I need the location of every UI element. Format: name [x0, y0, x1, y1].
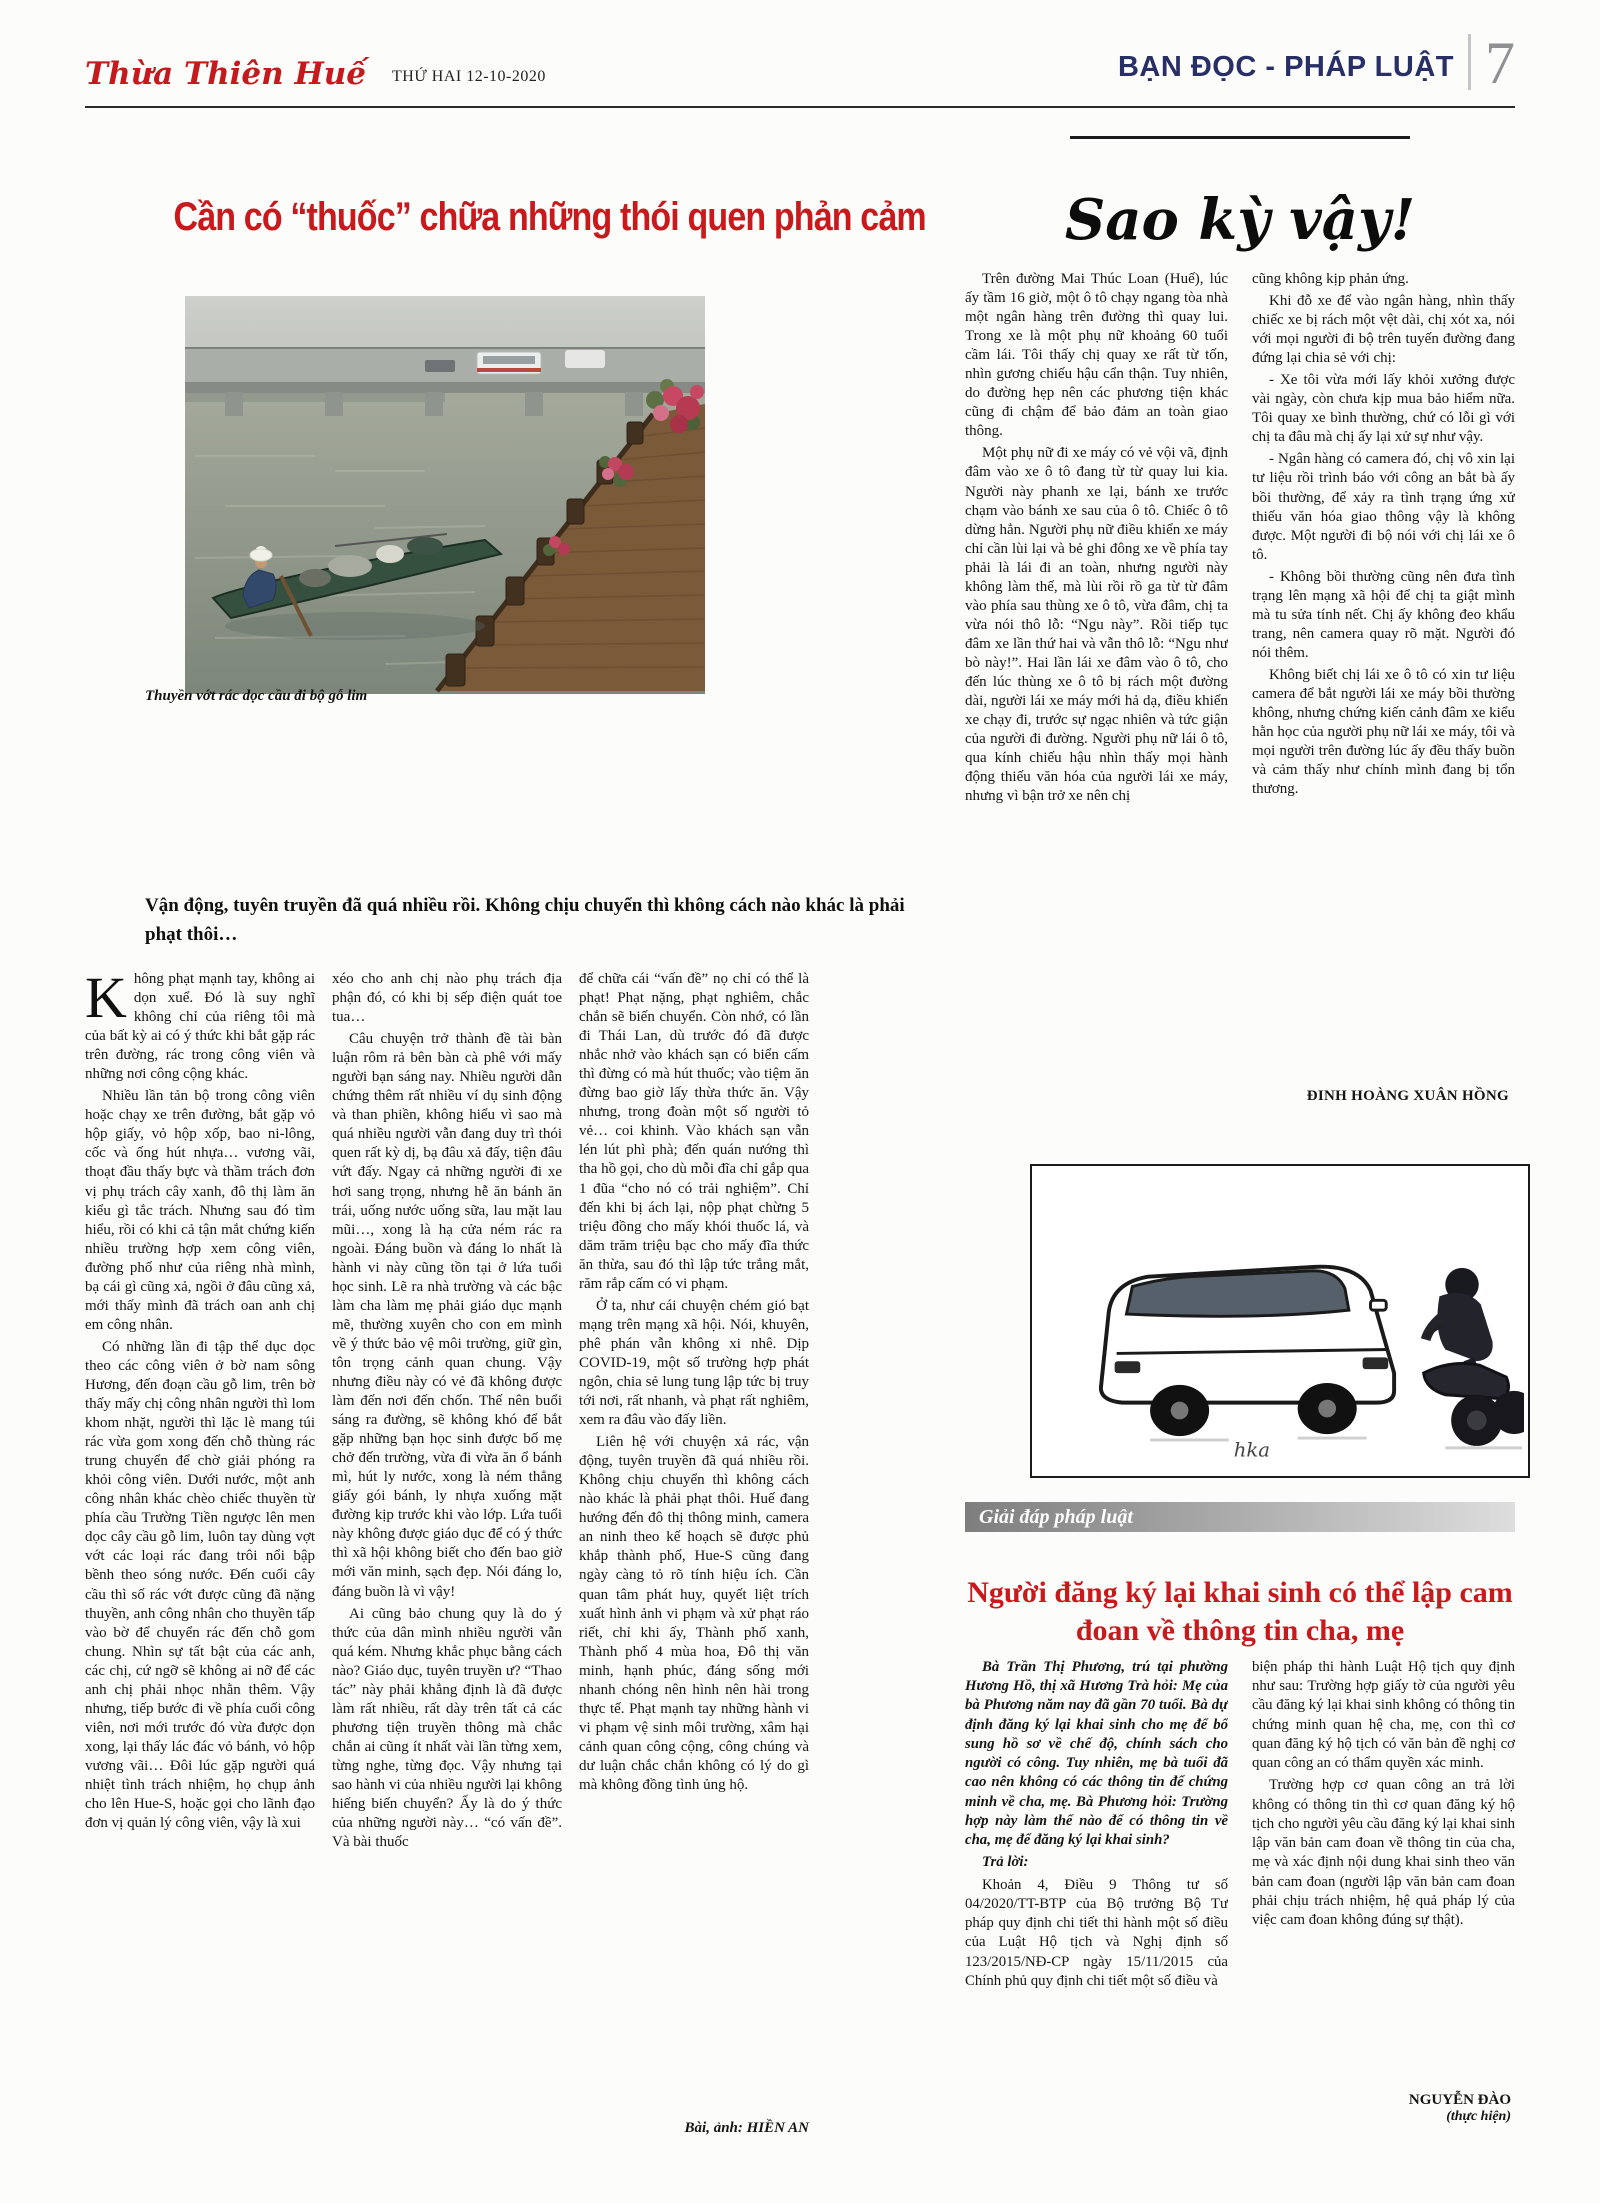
sao-paragraph: cũng không kịp phản ứng. [1252, 271, 1409, 287]
sao-paragraph: Trên đường Mai Thúc Loan (Huế), lúc ấy tầm 16 giờ, một ô tô chạy ngang tòa nhà một ngân hàng trên đường thì quay lui. Trong xe là một phụ nữ khoảng 60 tuổi cầm lái. Tôi thấy chị quay xe rất từ tốn, nhìn gương chiếu hậu cẩn thận. Tuy nhiên, do đường hẹp nên các phương tiện khác cũng đi chậm để bảo đảm an toàn giao thông. [965, 271, 1228, 440]
sao-paragraph: Không biết chị lái xe ô tô có xin tư liệu camera để bắt người lái xe máy bồi thường không, nhưng chứng kiến cảnh đâm xe kiểu hằn học của người phụ nữ lái xe máy, tôi và mọi người trên đường lúc ấy đều thấy buồn và cảm thấy như chính mình đang bị tổn thương. [1252, 666, 1515, 798]
issue-date: THỨ HAI 12-10-2020 [392, 68, 546, 85]
article-headline: Cần có “thuốc” chữa những thói quen phản cảm [173, 194, 926, 239]
sao-headline-rule [1070, 136, 1410, 139]
qa-column-2 [1252, 1658, 1515, 2140]
header-right [1117, 30, 1515, 96]
sao-column-2 [1252, 270, 1515, 1082]
page-number: 7 [1485, 30, 1515, 96]
header-left [85, 56, 546, 92]
article-lede: Vận động, tuyên truyền đã quá nhiều rồi. Không chịu chuyển thì không cách nào khác là phải phạt thôi… [145, 895, 905, 946]
car-motorbike-illustration [1030, 1164, 1530, 1478]
paragraph-text: hông phạt mạnh tay, không ai dọn xuể. Đó là suy nghĩ không chỉ của riêng tôi mà của bất kỳ ai có ý thức khi bắt gặp rác trên đường, rác trong công viên và những nơi công cộng khác. [85, 971, 315, 1083]
article-column-2 [332, 970, 562, 2135]
article-byline: Bài, ảnh: HIỀN AN [684, 2120, 809, 2136]
photo-caption: Thuyền vớt rác dọc cầu đi bộ gỗ lim [145, 688, 368, 704]
article-column-1 [85, 970, 315, 2135]
qa-author-note: (thực hiện) [1446, 2109, 1511, 2124]
qa-author [1409, 2092, 1511, 2125]
article-paragraph: Liên hệ với chuyện xả rác, vận động, tuyên truyền đã quá nhiều rồi. Không chịu chuyển thì không cách nào khác là phải phạt thôi. Huế đang hướng đến đô thị thông minh, camera an ninh theo kế hoạch sẽ được phủ khắp thành phố, Hue-S cũng đang ngày càng tỏ rõ tính hiệu ích. Cần quan tâm phát huy, quyết liệt trích xuất hình ảnh vi phạm và xử phạt ráo riết, chỉ khi ấy, Thành phố xanh, Thành phố 4 mùa hoa, Đô thị văn minh, hạnh phúc, đáng sống mới nhanh chóng nên hình nên hài trong thực tế. Phạt mạnh tay những hành vi vi phạm vệ sinh môi trường, xâm hại cảnh quan công cộng, công chúng và dư luận chắc chắn không có lý do gì mà không đồng tình ủng hộ. [579, 1434, 809, 1793]
far-shore [185, 392, 445, 402]
sao-headline: Sao kỳ vậy! [1064, 187, 1416, 254]
illustration-graphic [1032, 1166, 1524, 1472]
sao-paragraph: - Xe tôi vừa mới lấy khỏi xưởng được vài ngày, còn chưa kịp mua bảo hiểm nữa. Tôi quay xe bình thường, chứ có lỗi gì với chị ta đâu mà chị ấy lại xử sự như vậy. [1252, 372, 1515, 446]
drop-cap: K [85, 970, 127, 1030]
article-paragraph: Câu chuyện trở thành đề tài bàn luận rôm rả bên bàn cà phê với mấy người bạn sáng nay. Nhiều người dẫn chứng thêm rất nhiều ví dụ sinh động và than phiền, không hiểu vì sao mà quá nhiều người vẫn đang duy trì thói quen rất kỳ dị, bạ đâu xả đấy, tiện đâu vứt đấy. Ngay cả những người đi xe hơi sang trọng, nhưng hễ ăn bánh ăn trái, uống nước uống sữa, lau mặt lau mũi…, xong là hạ cửa ném rác ra ngoài. Đáng buồn và đáng lo nhất là hành vi này cũng tồn tại ở lứa tuổi học sinh. Lẽ ra nhà trường và các bậc làm cha làm mẹ phải giáo dục mạnh mẽ, thường xuyên cho con em mình về ý thức bảo vệ môi trường, giữ gìn, tôn trọng cảnh quan chung. Vậy nhưng điều này có vẻ đã không được làm đến nơi đến chốn. Thế nên buổi sáng ra đường, sẽ không khó để bắt gặp những bạn học sinh được bố mẹ chở đến trường, vừa đi vừa ăn ổ bánh mì, hút ly nước, xong là ném thẳng giấy gói bánh, ly nhựa xuống mặt đường kịp trước khi vào lớp. Lứa tuổi này không được giáo dục để có ý thức thì xã hội không biết cho đến bao giờ mới văn minh, sạch đẹp. Nói đáng lo, đáng buồn là vì vậy! [332, 1031, 562, 1600]
sao-column-1 [965, 270, 1228, 1082]
qa-column-1 [965, 1658, 1228, 2140]
qa-author-name: NGUYỄN ĐÀO [1408, 2092, 1511, 2108]
article-paragraph: Ai cũng bảo chung quy là do ý thức của dân mình nhiều người vẫn quá kém. Nhưng khắc phục bằng cách nào? Giáo dục, tuyên truyền ư? “Thao tác” này phải khẳng định là đã được làm rất nhiều, rất dày trên tất cả các phương tiện truyền thông mà chắc chắn ai cũng ít nhất vài lần từng xem, từng nghe, từng đọc. Vậy nhưng tại sao hành vi của nhiều người lại không hiếng biến chuyển? Ấy là do ý thức của những người này… “có vấn đề”. Và bài thuốc [332, 1605, 562, 1851]
legal-qa-columns [965, 1658, 1515, 2140]
newspaper-masthead: Thừa Thiên Huế [85, 56, 367, 92]
qa-answer-paragraph: biện pháp thi hành Luật Hộ tịch quy định như sau: Trường hợp giấy tờ của người yêu cầu đăng ký lại khai sinh không có thông tin chứng minh quan hệ cha, mẹ, con thì cơ quan đăng ký hộ tịch có văn bản đề nghị cơ quan công an có thẩm quyền xác minh. [1252, 1659, 1515, 1772]
qa-question: Bà Trần Thị Phương, trú tại phường Hương Hồ, thị xã Hương Trà hỏi: Mẹ của bà Phương năm nay đã gần 70 tuổi. Bà dự định đăng ký lại khai sinh cho mẹ để bổ sung hồ sơ về chế độ, chính sách cho người có công. Tuy nhiên, mẹ bà tuổi đã cao nên không có các thông tin để chứng minh về cha, mẹ. Bà Phương hỏi: Trường hợp này làm thế nào để có thông tin về cha, mẹ để đăng ký lại khai sinh? [965, 1659, 1228, 1849]
article-columns [85, 970, 809, 2135]
page-header [85, 30, 1515, 96]
sao-paragraph: - Ngân hàng có camera đó, chị vô xin lại tư liệu rồi trình báo với công an bắt bà ấy bồi thường, để xảy ra tình trạng ứng xử thiếu văn hóa giao thông vậy là không được. Một người đi bộ nói với chị lái xe ô tô. [1252, 451, 1515, 563]
article-paragraph: để chữa cái “vấn đề” nọ chỉ có thể là phạt! Phạt nặng, phạt nghiêm, chắc chắn sẽ biến chuyển. Còn nhớ, có lần đi Thái Lan, dù trước đó đã được nhắc nhở vào khách sạn có biển cấm thì đừng có mà hút thuốc; vào tiệm ăn đừng bao giờ lấy thừa thức ăn. Vậy nhưng, trong đoàn một số người tỏ vẻ… coi khinh. Vào khách sạn vẫn lén lút phì phà; đến quán nướng thì tha hồ gọi, cho dù mỗi đĩa chỉ gắp qua 1 đũa “cho nó có trải nghiệm”. Chỉ đến khi bị ách lại, nộp phạt chừng 5 triệu đồng cho mấy khói thuốc lá, và dăm trăm triệu bạc cho mấy đĩa thức ăn thừa, sau đó thì lập tức trắng mắt, răm rắp cấm có vi phạm. [579, 971, 809, 1292]
right-rail [965, 130, 1515, 2160]
sao-paragraph: - Không bồi thường cũng nên đưa tình trạng lên mạng xã hội để chị ta giật mình mà tu sửa tính nết. Chị ấy không đeo khẩu trang, nên camera quay rõ mặt. Người đó nói thêm. [1252, 568, 1515, 661]
article-paragraph: Có những lần đi tập thể dục dọc theo các công viên ở bờ nam sông Hương, đến đoạn cầu gỗ lim, trên bờ thấy mấy chị công nhân người thì lom khom nhặt, người thì lặc lè mang túi rác vừa gom xong đến chỗ thùng rác trung chuyển để chờ giải phóng ra khỏi công viên. Dưới nước, một anh công nhân khác chèo chiếc thuyền từ phía cầu Trường Tiền ngược lên men dọc cây cầu gỗ lim, luôn tay dùng vợt vớt các loại rác đang trôi nổi bập bềnh theo sóng nước. Đến cuối cây cầu thì số rác vớt được cũng đã nặng thuyền, anh công nhân cho thuyền tấp vào bờ để chuyển rác đến chỗ gom chung. Nhìn sự tất bật của các anh, các chị, cứ ngỡ sẽ không ai nỡ để các anh chị phải nhọc nhằn thêm. Vậy nhưng, tiếp bước đi về phía cuối công viên, nơi mới trước đó vừa được dọn xong, lại thấy lác đác vỏ bánh, vỏ hộp vương vãi… Đôi lúc gặp người quá nhiệt tình trách nhiệm, họ chụp ảnh cho lên Hue-S, hoặc gọi cho lãnh đạo đơn vị quản lý công viên, vậy là xui [85, 1338, 315, 1832]
sao-paragraph: Một phụ nữ đi xe máy có vẻ vội vã, định đâm vào xe ô tô đang từ từ quay lui kia. Người này phanh xe lại, bánh xe trước chạm vào bánh xe sau của ô tô. Chiếc ô tô dừng hẳn. Người phụ nữ điều khiển xe máy chỉ cần lùi lại và bẻ ghi đông xe về phía tay phải là lái đi an toàn, nhưng người này không làm thế, mà lùi rồi rồ ga từ từ đâm vào phía sau thùng xe ô tô, vừa đâm, chị ta vừa nói thô lỗ: “Ngu này”. Rồi tiếp tục đâm xe lần thứ hai và vẫn thô lỗ: “Ngu như bò này!”. Hai lần lái xe đâm vào ô tô, cho đến lúc thùng xe ô tô bị rách một đường dài, người lái xe máy mới hả dạ, điều khiển xe chạy đi, trước sự ngạc nhiên và tức giận của người đi đường. Người phụ nữ lái ô tô, qua kính chiếu hậu nhìn thấy mọi hành động thiếu văn hóa của người lái xe máy, nhưng vì bận trở xe nên chị [965, 445, 1228, 805]
illustration-signature: hka [1233, 1438, 1271, 1462]
main-article [85, 130, 926, 2160]
river-cleanup-photo [185, 296, 705, 694]
river-photo-graphic [185, 296, 705, 694]
section-title: BẠN ĐỌC - PHÁP LUẬT [1117, 51, 1454, 83]
legal-qa-kicker: Giải đáp pháp luật [965, 1502, 1515, 1532]
header-rule [85, 106, 1515, 108]
sao-paragraph: Khi đỗ xe để vào ngân hàng, nhìn thấy chiếc xe bị rách một vệt dài, chị xót xa, nói với mọi người đi bộ trên tuyến đường đang đứng lại chia sẻ với chị: [1252, 293, 1515, 367]
qa-answer-label: Trả lời: [982, 1854, 1029, 1871]
article-column-3 [579, 970, 809, 2135]
qa-answer-paragraph: Trường hợp cơ quan công an trả lời không có thông tin thì cơ quan đăng ký hộ tịch cho người yêu cầu đăng ký lại khai sinh lập văn bản cam đoan về thông tin của cha, mẹ và xác định nội dung khai sinh theo văn bản cam đoan (người lập văn bản cam đoan phải chịu trách nhiệm, hệ quả pháp lý của việc cam đoan không đúng sự thật). [1252, 1777, 1515, 1929]
article-paragraph: Nhiều lần tản bộ trong công viên hoặc chạy xe trên đường, bắt gặp vỏ hộp giấy, vỏ hộp xốp, bao ni-lông, cốc và ống hút nhựa… vương vãi, thoạt đầu thấy bực và thầm trách đơn vị phụ trách cây xanh, đô thị làm ăn kiểu gì tắc trách. Nhưng sau đó tìm hiểu, rồi có khi cả tận mắt chứng kiến nhiều trường hợp xem công viên, đường phố như của riêng nhà mình, bạ cái gì cũng xả, ngồi ở đâu cũng xả, mới thấy mình đã trách oan anh chị em công nhân. [85, 1088, 315, 1333]
article-paragraph [85, 970, 315, 1084]
article-paragraph: xéo cho anh chị nào phụ trách địa phận đó, có khi bị sếp điện quát toe tua… [332, 971, 562, 1026]
sao-columns [965, 270, 1515, 1082]
legal-qa-title: Người đăng ký lại khai sinh có thể lập cam đoan về thông tin cha, mẹ [967, 1576, 1513, 1647]
qa-answer-paragraph: Khoản 4, Điều 9 Thông tư số 04/2020/TT-BTP của Bộ trưởng Bộ Tư pháp quy định chi tiết thi hành một số điều của Luật Hộ tịch và Nghị định số 123/2015/NĐ-CP ngày 15/11/2015 của Chính phủ quy định chi tiết một số điều và [965, 1876, 1228, 1989]
page-number-divider [1468, 34, 1471, 90]
sao-author: ĐINH HOÀNG XUÂN HỒNG [1306, 1088, 1509, 1104]
article-paragraph: Ở ta, như cái chuyện chém gió bạt mạng trên mạng xã hội. Nói, khuyên, phê phán vẫn không xi nhê. Dịp COVID-19, một số trường hợp phát ngôn, chia sẻ lung tung lập tức bị truy tới nơi, rất nhanh, và phạt rất nghiêm, xem ra đâu vào đấy liền. [579, 1297, 809, 1429]
